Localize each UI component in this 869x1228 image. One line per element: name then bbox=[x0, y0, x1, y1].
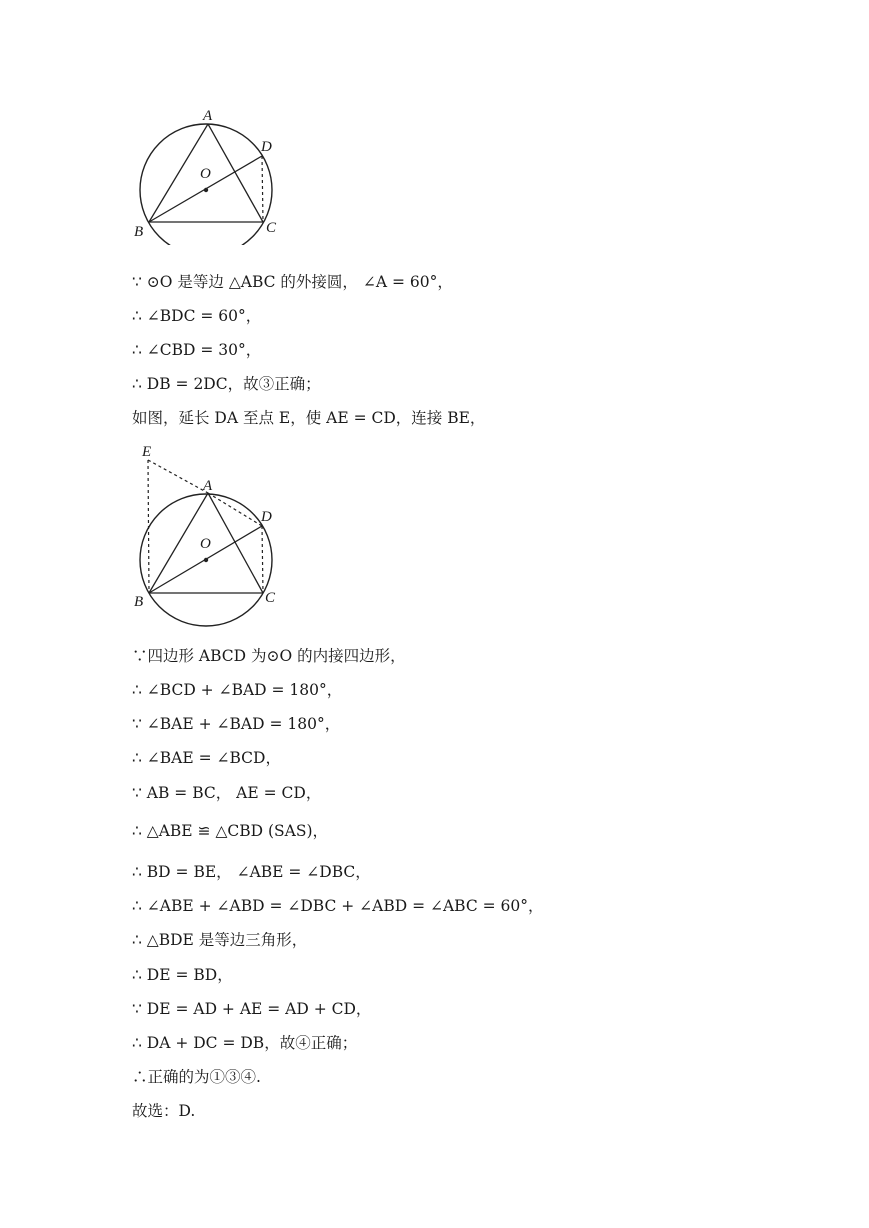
label-b: B bbox=[134, 594, 144, 610]
line-2: ∴ ∠BDC = 60°， bbox=[132, 307, 262, 325]
line-6: ∵四边形 ABCD 为⊙O 的内接四边形， bbox=[132, 647, 406, 665]
dashed-eb bbox=[148, 460, 149, 593]
label-b: B bbox=[134, 224, 144, 240]
line-1: ∵ ⊙O 是等边 △ABC 的外接圆， ∠A = 60°， bbox=[132, 273, 453, 291]
line-4: ∴ DB = 2DC，故③正确； bbox=[132, 375, 321, 393]
label-d: D bbox=[261, 509, 272, 525]
label-a: A bbox=[203, 478, 213, 494]
line-3: ∴ ∠CBD = 30°， bbox=[132, 341, 262, 359]
line-16: ∵ DE = AD + AE = AD + CD， bbox=[132, 1000, 372, 1018]
side-ac bbox=[208, 493, 263, 593]
line-14: ∴ △BDE 是等边三角形， bbox=[132, 931, 308, 949]
line-12: ∴ BD = BE， ∠ABE = ∠DBC， bbox=[132, 863, 371, 881]
line-15: ∴ DE = BD， bbox=[132, 966, 233, 984]
line-9: ∴ ∠BAE = ∠BCD， bbox=[132, 749, 281, 767]
label-c: C bbox=[265, 590, 276, 606]
side-ac bbox=[208, 124, 263, 222]
dashed-dc bbox=[262, 526, 263, 593]
label-o: O bbox=[200, 536, 211, 552]
line-18: ∴正确的为①③④. bbox=[132, 1068, 261, 1086]
circumcircle bbox=[140, 124, 272, 245]
line-7: ∴ ∠BCD + ∠BAD = 180°， bbox=[132, 681, 343, 699]
center-point bbox=[204, 558, 208, 562]
line-11: ∴ △ABE ≌ △CBD (SAS)， bbox=[132, 822, 328, 840]
figure-2-circle-diagram bbox=[130, 440, 300, 630]
line-19: 故选：D. bbox=[132, 1102, 196, 1120]
label-a: A bbox=[203, 108, 213, 124]
label-e: E bbox=[142, 444, 152, 460]
dashed-ad bbox=[208, 493, 262, 526]
dashed-dc bbox=[262, 156, 263, 222]
line-8: ∵ ∠BAE + ∠BAD = 180°， bbox=[132, 715, 341, 733]
label-d: D bbox=[261, 139, 272, 155]
line-10: ∵ AB = BC， AE = CD， bbox=[132, 784, 322, 802]
label-c: C bbox=[266, 220, 277, 236]
center-point bbox=[204, 188, 208, 192]
figure-1-circle-diagram bbox=[130, 100, 290, 245]
line-17: ∴ DA + DC = DB，故④正确； bbox=[132, 1034, 358, 1052]
line-13: ∴ ∠ABE + ∠ABD = ∠DBC + ∠ABD = ∠ABC = 60°， bbox=[132, 897, 544, 915]
dashed-ea bbox=[148, 460, 208, 493]
line-5: 如图，延长 DA 至点 E，使 AE = CD，连接 BE， bbox=[132, 409, 486, 427]
label-o: O bbox=[200, 166, 211, 182]
